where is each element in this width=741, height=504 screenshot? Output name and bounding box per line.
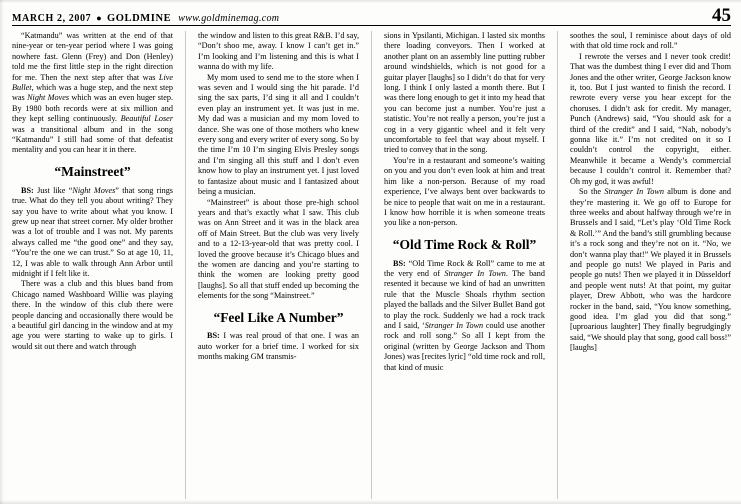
paragraph: BS: Just like “Night Moves” that song rings true. What do they tell you about writing? They say you have to write about what you know. I grew up near that street corner. My older brother was a lot of trouble and I was not. My parents always called me “the good one” and they say, “You’re the one we can trust.” So at age 10, 11, 12, I was able to walk through Ann Arbor until midnight if I felt like it. bbox=[12, 185, 173, 278]
publication-title: GOLDMINE bbox=[106, 13, 172, 24]
paragraph: sions in Ypsilanti, Michigan. I lasted six months there loading conveyors. Then I worked at another plant on an assembly line putting rubber around windshields, which is not good for a guitar player [laughs] so I didn’t do that for very long. I think I only lasted a month there. But I was there long enough to get it into my head that you can become just a number. You’re just a statistic. You’re not really a person, you’re just a cog in a very gigantic wheel and it felt very uncomfortable to feel that way about myself. I tried to convey that in the song. bbox=[384, 31, 545, 155]
column-divider bbox=[371, 31, 372, 499]
paragraph: “Mainstreet” is about those pre-high school years and that’s exactly what I saw. This club was on Ann Street and it was in the black area off of Main Street. But the club was very lively and to a 12-13-year-old that was pretty cool. I loved the groove because it’s Chicago blues and the women are dancing and you’re starting to think the women are looking pretty good [laughs]. So all that stuff ended up becoming the elements for the song “Mainstreet.” bbox=[198, 197, 359, 301]
issue-date: MARCH 2, 2007 bbox=[12, 13, 92, 24]
paragraph: So the Stranger In Town album is done and they’re mastering it. We go off to Europe for three weeks and about halfway through we’re in Brussels and I said, “Let’s play ‘Old Time Rock & Roll.’” And the band’s still grumbling because it’s a rock song and they’re not on it. “No, we don’t wanna play that!” We played it in Brussels and people go nuts! We played in Paris and people go nuts! Then we played it in Düsseldorf and people went nuts! At that point, my guitar player, Drew Abbott, who was the hardcore rocker in the band, said, “You know something, good idea. I’m glad you did that song.” [uproarious laughter] They finally begrudgingly said, “We should play that song, good call boss!” [laughs] bbox=[570, 187, 731, 353]
paragraph: I rewrote the verses and I never took credit! That was the dumbest thing I ever did and Thom Jones and the other writer, George Jackson know it, too. But I just wanted to finish the record. I rewrote every verse you hear except for the choruses. I didn’t ask for credit. My manager, Punch (Andrews) said, “You should ask for a third of the credit” and I said, “Nah, nobody’s gonna like it.” I’m not credited on it so I couldn’t control the copyright, either. Meanwhile it became a Wendy’s commercial because I couldn’t control it. Remember that? Oh my god, it was awful! bbox=[570, 51, 731, 186]
paragraph: You’re in a restaurant and someone’s waiting on you and you don’t even look at him and treat him like a non-person. Because of my road experience, I’ve always bent over backwards to be nice to people that wait on me in a restaurant. I know how horrible it is when someone treats you like a non-person. bbox=[384, 155, 545, 228]
masthead-left bbox=[12, 13, 704, 24]
column-2 bbox=[198, 31, 359, 499]
column-1 bbox=[12, 31, 173, 499]
section-heading-mainstreet: “Mainstreet” bbox=[54, 163, 131, 179]
paragraph: soothes the soul, I reminisce about days of old with that old time rock and roll.” bbox=[570, 31, 731, 51]
section-heading-old-time-rock-and-roll: “Old Time Rock & Roll” bbox=[392, 236, 537, 252]
paragraph: BS: I was real proud of that one. I was an auto worker for a brief time. I worked for six months making GM transmis- bbox=[198, 331, 359, 362]
column-4 bbox=[570, 31, 731, 499]
website-url: www.goldminemag.com bbox=[178, 13, 280, 24]
paragraph: the window and listen to this great R&B. I’d say, “Don’t shoo me, away. I know I can’t get in.” I’m looking and I’m listening and this is what I wanna do with my life. bbox=[198, 31, 359, 72]
column-3 bbox=[384, 31, 545, 499]
scan-shadow-top bbox=[0, 0, 741, 3]
article-columns bbox=[12, 31, 731, 499]
masthead bbox=[12, 6, 731, 26]
column-divider bbox=[185, 31, 186, 499]
scan-shadow-bottom bbox=[0, 500, 741, 504]
section-heading-feel-like-a-number: “Feel Like A Number” bbox=[213, 309, 344, 325]
scan-shadow-left bbox=[0, 0, 4, 504]
paragraph: BS: “Old Time Rock & Roll” came to me at the very end of Stranger In Town. The band resented it because we kind of had an unwritten rule that the Muscle Shoals rhythm section played the ballads and the Silver Bullet Band got to play the rock. Suddenly we had a rock track and I said, ‘Stranger In Town could use another rock and roll song.” So all I kept from the original (written by George Jackson and Thom Jones) was [recites lyric] “old time rock and roll, that kind of music bbox=[384, 258, 546, 372]
paragraph: My mom used to send me to the store when I was seven and I would sing the hit parade. I’d sing the sax parts, I’d sing it all and I couldn’t even play an instrument yet. It was just in me. My dad was a musician and my mom loved to dance. She was one of those mothers who knew every song and every writer of every song. So by the time I’m 10 I’m singing Elvis Presley songs and I’m singing all this stuff and I don’t even know how to play an instrument yet. I just loved to fantasize about music and I fantasized about being a musician. bbox=[198, 72, 359, 197]
column-divider bbox=[557, 31, 558, 499]
paragraph: There was a club and this blues band from Chicago named Washboard Willie was playing there. In the window of this club there were people dancing and occasionally there would be a beautiful girl dancing in the window and at my age you were starting to wake up to girls. I would sit out there and watch through bbox=[12, 279, 173, 351]
bullet-separator-icon: ● bbox=[96, 13, 102, 23]
paragraph: “Katmandu” was written at the end of that nine-year or ten-year period where I was going nowhere fast. Glenn (Frey) and Don (Henley) told me the first little step in the right direction for me. Then the next step after that was Live Bullet, which was a huge step, and the next step was Night Moves which was an even huger step. By 1980 both records were at six million and they kept selling continuously. Beautiful Loser was a transitional album and in the song “Katmandu” I still had some of that defeatist mentality and you can hear it in there. bbox=[12, 31, 174, 155]
page-number: 45 bbox=[712, 5, 731, 26]
